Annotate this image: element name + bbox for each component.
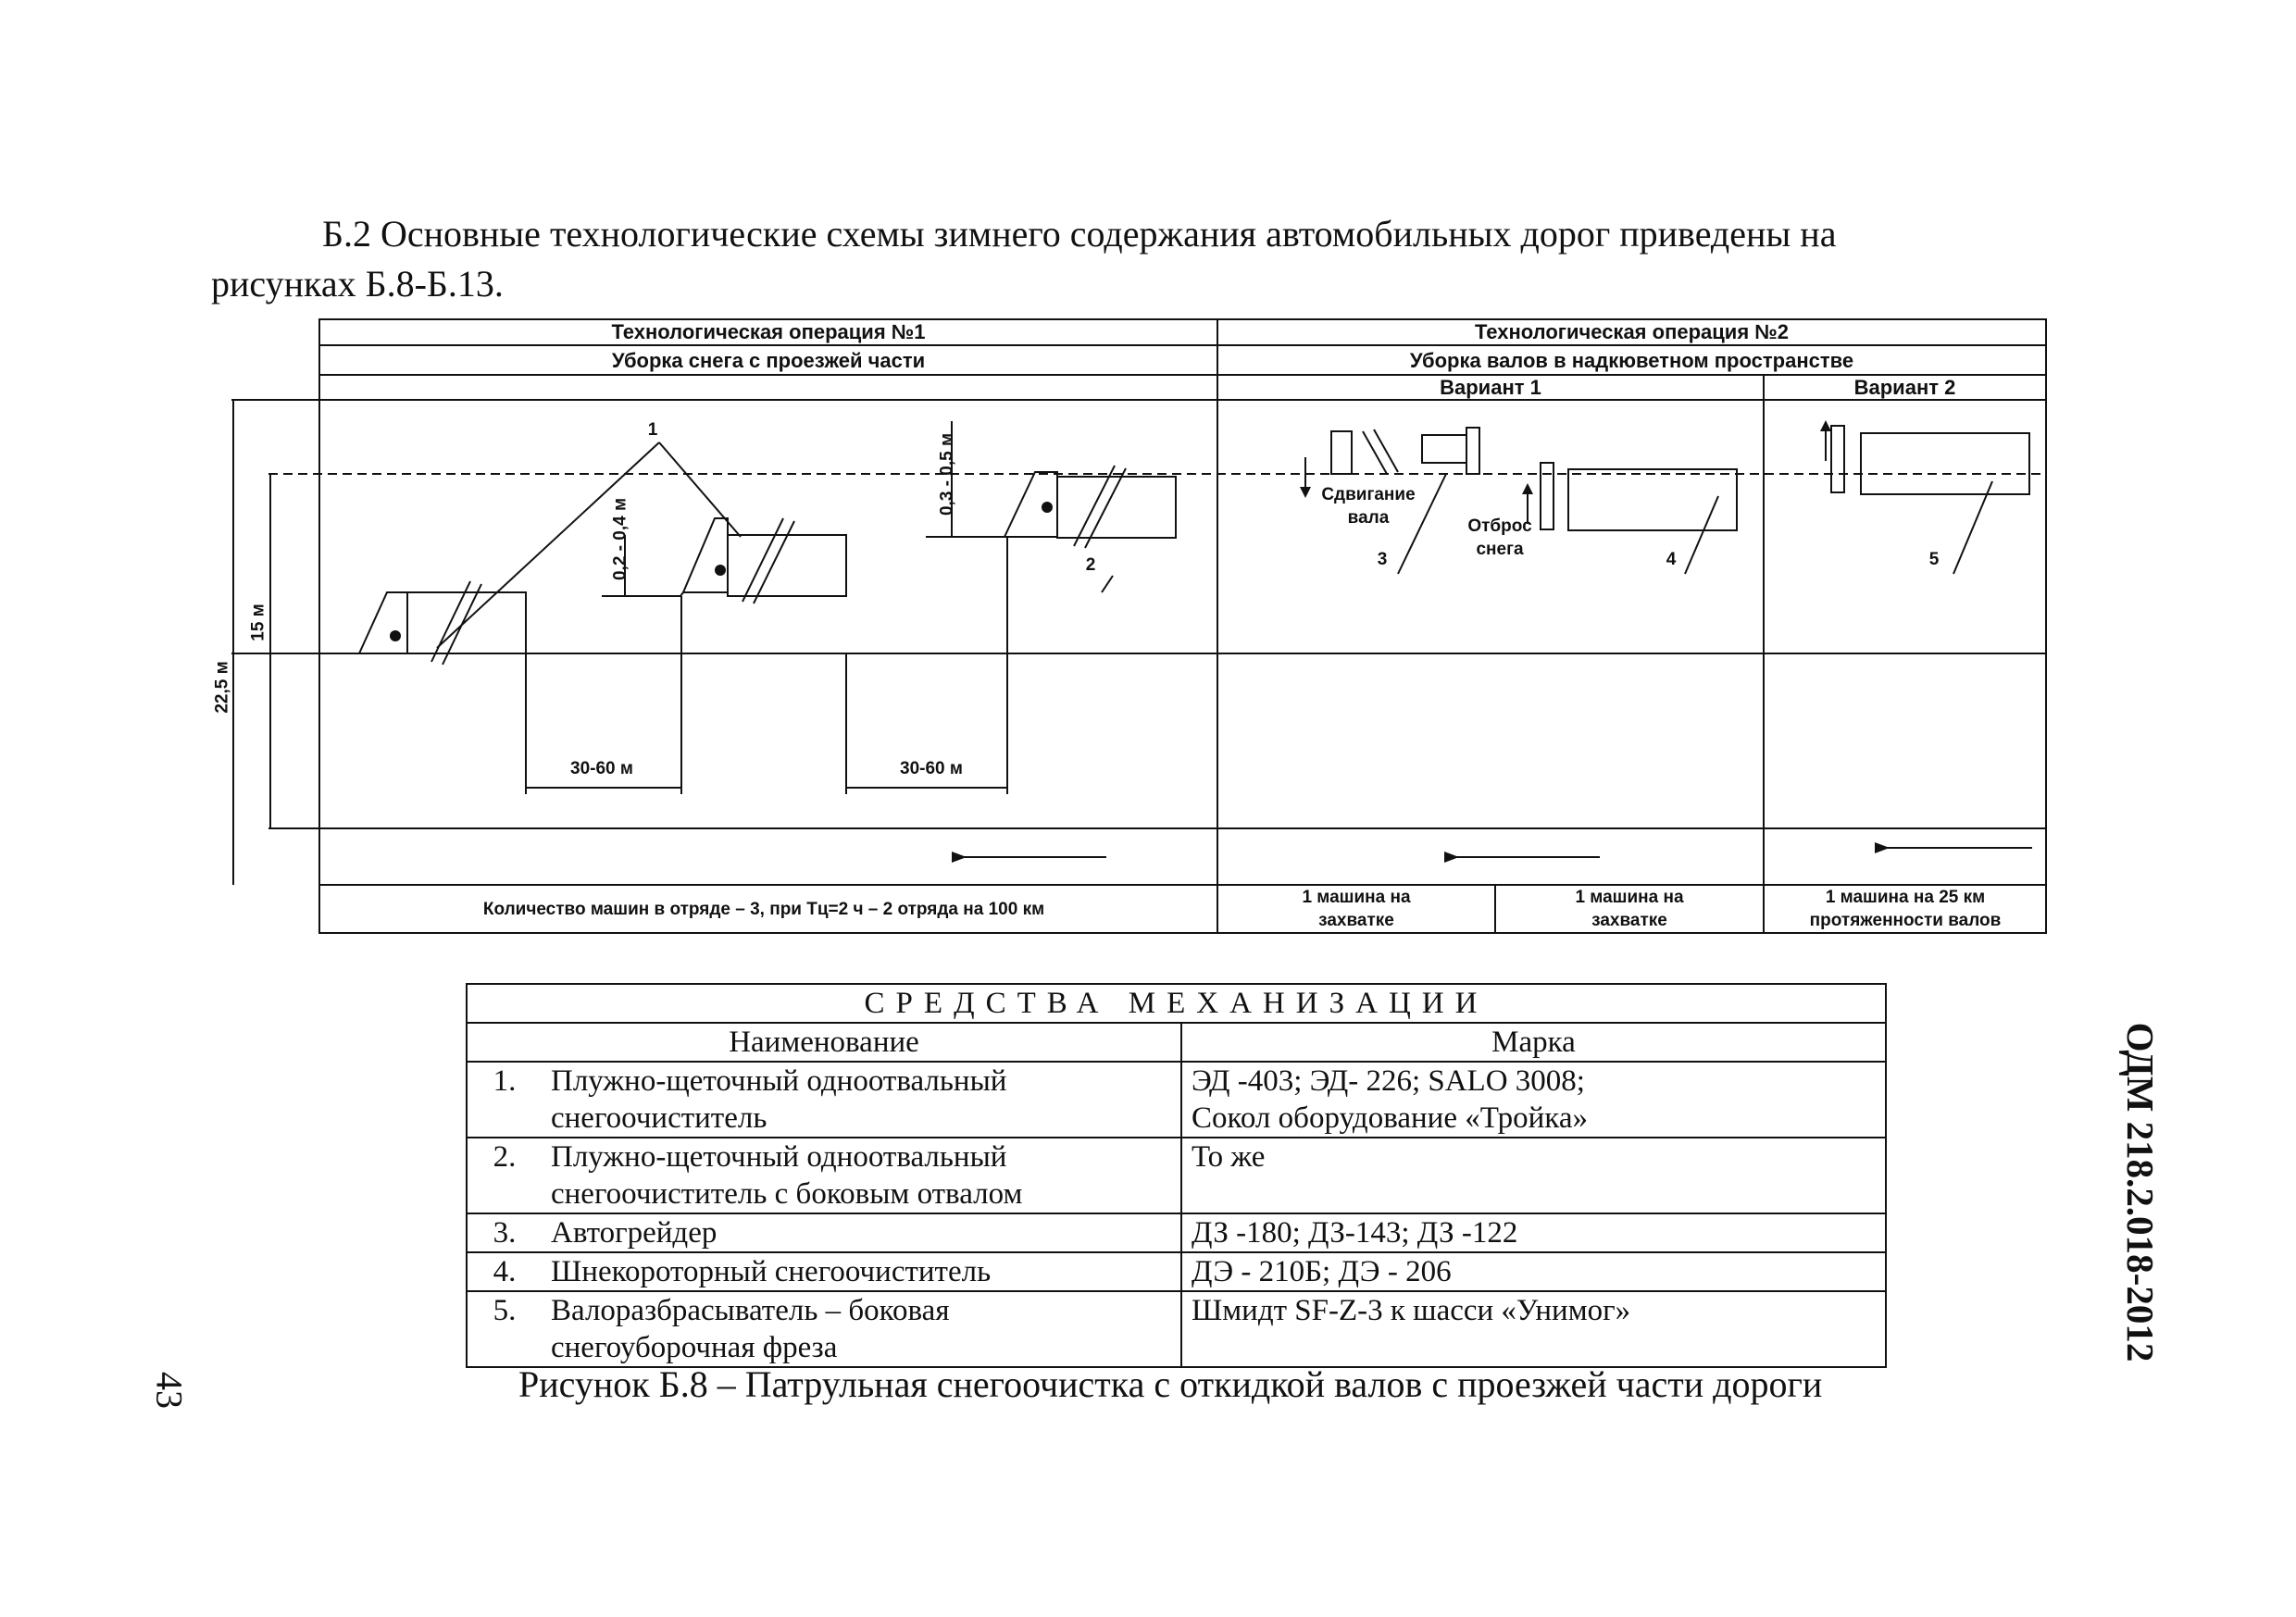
machine-brand: ДЗ -180; ДЗ-143; ДЗ -122 [1181,1213,1886,1252]
machine-brand-line-1: ЭД -403; ЭД- 226; SALO 3008; [1192,1064,1585,1098]
label-4: 4 [1666,550,1677,569]
machine-name: Автогрейдер [542,1213,1181,1252]
footer-v1a-line-1: 1 машина на [1302,888,1411,907]
machine-name-line-2: снегоуборочная фреза [551,1331,838,1364]
otbros-line-2: снега [1476,540,1524,559]
mechanization-caption: СРЕДСТВА МЕХАНИЗАЦИИ [467,984,1886,1023]
op1-title: Технологическая операция №1 [611,320,926,343]
machine-brand-line-1: То же [1192,1140,1266,1174]
thrower-head [1831,426,1844,492]
footer-v1b-line-1: 1 машина на [1575,888,1684,907]
table-row [467,1252,1886,1291]
dimension-02-04: 0,2 - 0,4 м [610,497,630,581]
snowplow-blade-2 [683,518,728,592]
dimension-22-5: 22,5 м [212,661,232,714]
machine-name-line-2: снегоочиститель [551,1101,767,1135]
otbros-line-1: Отброс [1467,516,1532,536]
row-number: 1. [467,1062,542,1138]
snowplow-body-1 [407,592,526,653]
dimension-03-05: 0,3 - 0,5 м [937,432,957,516]
figure-caption: Рисунок Б.8 – Патрульная снегоочистка с откидкой валов с проезжей части дороги [518,1363,1823,1405]
footer-v1a [1222,886,1491,932]
table-row [467,1062,1886,1138]
machine-name-line-2: снегоочиститель с боковым отвалом [551,1177,1023,1211]
otbros-label [1449,515,1551,561]
row-number: 5. [467,1291,542,1367]
table-row [467,1213,1886,1252]
label-1: 1 [647,420,658,440]
footer-v1a-line-2: захватке [1318,911,1394,930]
machine-brand [1181,1062,1886,1138]
col-header-name: Наименование [467,1023,1181,1062]
footer-v2-line-1: 1 машина на 25 км [1825,888,1986,907]
sdvig-label [1304,483,1433,529]
col-header-brand: Марка [1181,1023,1886,1062]
footer-op1: Количество машин в отряде – 3, при Тц=2 ч – 2 отряда на 100 км [482,900,1045,919]
footer-v2 [1766,886,2045,932]
table-row [467,1291,1886,1367]
sdvig-line-1: Сдвигание [1321,485,1416,504]
machine-brand: ДЭ - 210Б; ДЭ - 206 [1181,1252,1886,1291]
row-number: 4. [467,1252,542,1291]
distance-label-a: 30-60 м [570,759,633,778]
op2-subtitle: Уборка валов в надкюветном пространстве [1409,349,1854,372]
variant-1-label: Вариант 1 [1440,376,1541,399]
variant-2-label: Вариант 2 [1853,376,1956,399]
intro-line-2: рисунках Б.8-Б.13. [211,263,504,305]
page-number: 43 [148,1372,191,1409]
table-row [467,1138,1886,1213]
machine-name [542,1138,1181,1213]
row-number: 3. [467,1213,542,1252]
machine-name-line-1: Плужно-щеточный одноотвальный [551,1140,1007,1174]
footer-v2-line-2: протяженности валов [1809,911,2002,930]
machine-brand: Шмидт SF-Z-3 к шасси «Унимог» [1181,1291,1886,1367]
dimension-15: 15 м [248,603,268,641]
snowplow-blade-1 [359,592,407,653]
machine-name-line-1: Плужно-щеточный одноотвальный [551,1064,1007,1098]
machine-name-line-1: Валоразбрасыватель – боковая [551,1294,950,1327]
machine-brand-line-2: Сокол оборудование «Тройка» [1192,1101,1588,1135]
op2-title: Технологическая операция №2 [1474,320,1790,343]
machine-brand [1181,1138,1886,1213]
label-5: 5 [1928,550,1940,569]
row-number: 2. [467,1138,542,1213]
intro-line-1: Б.2 Основные технологические схемы зимнего содержания автомобильных дорог приведены на [322,213,1837,255]
machine-name [542,1291,1181,1367]
rotor-body [1568,469,1737,530]
grader-frame [1331,431,1352,474]
label-2: 2 [1085,555,1096,575]
machine-name: Шнекороторный снегоочиститель [542,1252,1181,1291]
grader-cab [1422,435,1466,463]
distance-label-b: 30-60 м [900,759,963,778]
op1-subtitle: Уборка снега с проезжей части [611,349,926,372]
sdvig-line-2: вала [1347,508,1390,528]
footer-v1b-line-2: захватке [1591,911,1667,930]
thrower-body [1861,433,2029,494]
snowplow-body-2 [728,535,846,596]
label-3: 3 [1377,550,1388,569]
machine-name [542,1062,1181,1138]
document-code: ОДМ 218.2.018-2012 [2119,1022,2162,1362]
diagram-frame [319,319,2046,933]
footer-v1b [1500,886,1759,932]
mechanization-table [466,983,1887,1368]
